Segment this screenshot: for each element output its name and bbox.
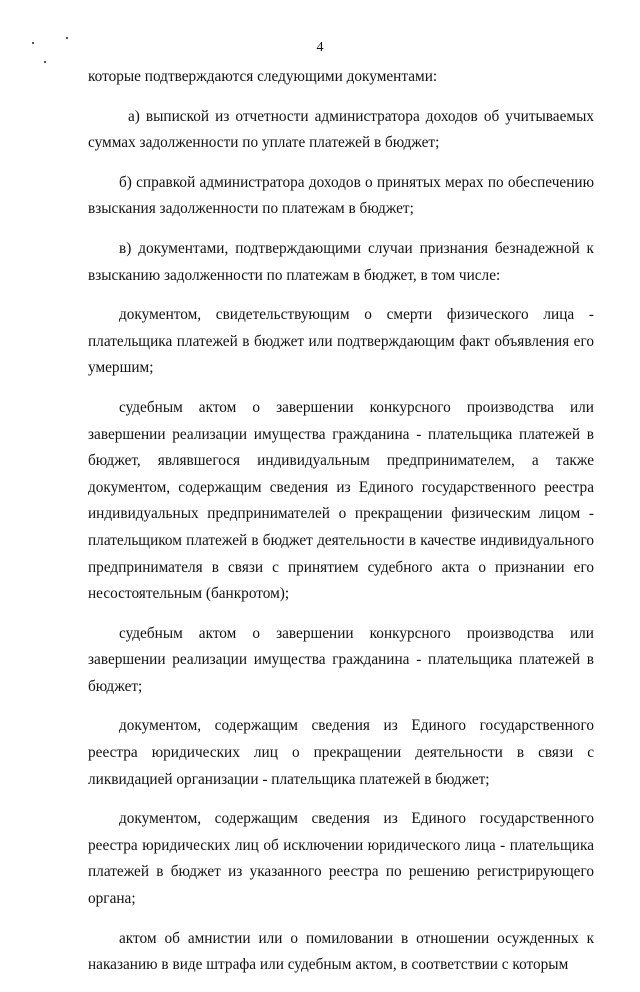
paragraph-amnesty: актом об амнистии или о помиловании в отношении осужденных к наказанию в виде штрафа или судебным актом, в соответствии с которым [88,929,594,974]
paragraph-death-document: документом, свидетельствующим о смерти физического лица - плательщика платежей в бюджет или подтверждающим факт объявления его умершим; [88,306,594,377]
paragraph-exclusion: документом, содержащим сведения из Единого государственного реестра юридических лиц об исключении юридического лица - плательщика платежей в бюджет из указанного реестра по решению регистрирующего органа; [88,810,594,908]
paragraph-court-act-entrepreneur: судебным актом о завершении конкурсного производства или завершении реализации имущества гражданина - плательщика платежей в бюджет, являвшегося индивидуальным предпринимателем, а также документом, содержащим сведения из Единого государственного реестра индивидуальных предпринимателей о прекращении физическим лицом - плательщиком платежей в бюджет деятельности в качестве индивидуального предпринимателя в связи с принятием судебного акта о признании его несостоятельным (банкротом); [88,398,594,603]
scan-speck [66,37,68,39]
scan-speck [44,61,46,63]
page-number: 4 [316,40,324,55]
paragraph-item-a: а) выпиской из отчетности администратора доходов об учитываемых суммах задолженности по уплате платежей в бюджет; [88,107,594,152]
scan-speck [32,42,34,44]
paragraph-item-v: в) документами, подтверждающими случаи признания безнадежной к взысканию задолженности по платежам в бюджет, в том числе: [88,239,594,284]
paragraph-court-act-citizen: судебным актом о завершении конкурсного производства или завершении реализации имущества гражданина - плательщика платежей в бюджет; [88,624,594,695]
paragraph-item-b: б) справкой администратора доходов о принятых мерах по обеспечению взыскания задолженности по платежам в бюджет; [88,173,594,218]
paragraph-intro: которые подтверждаются следующими документами: [88,68,438,85]
document-body [88,64,594,992]
paragraph-liquidation: документом, содержащим сведения из Единого государственного реестра юридических лиц о прекращении деятельности в связи с ликвидацией организации - плательщика платежей в бюджет; [88,717,594,788]
